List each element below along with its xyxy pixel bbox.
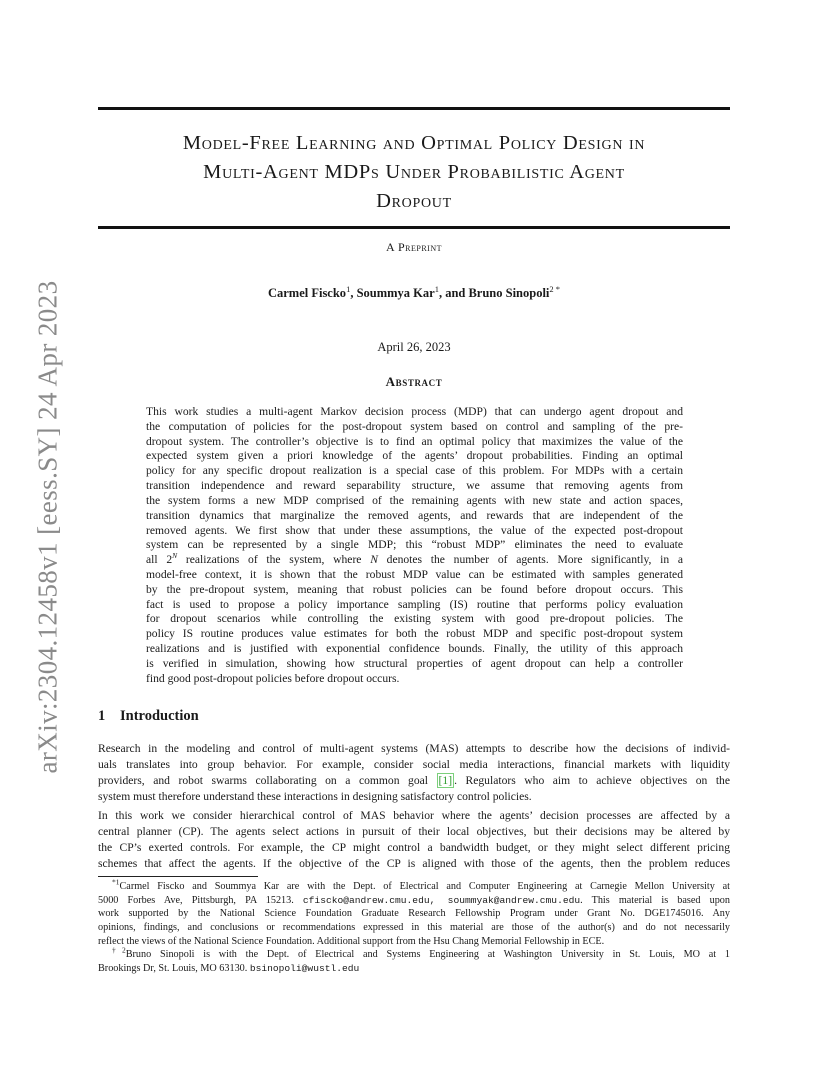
abstract-line: realizations and is justified with exponential confidence bounds. Finally, the utility of this approach [146, 642, 683, 655]
abstract-line: the system forms a new MDP comprised of the remaining agents with new state and action spaces, [146, 493, 683, 507]
footnote-line: reflect the views of the National Science Foundation. Additional support from the Hsu Chang Memorial Fellowship in ECE. [98, 935, 605, 947]
body-line: providers, and robot swarms collaborating on a common goal [1] . Regulators who aim to achieve objectives on the [98, 774, 730, 787]
abstract-heading: Abstract [385, 374, 443, 389]
body-line: schemes that affect the agents. If the objective of the CP is aligned with those of the agents, then the problem reduces [98, 857, 730, 870]
title-bottom-rule [98, 226, 730, 229]
author-emails: cfiscko@andrew.cmu.edu, soummyak@andrew.cmu.edu [302, 894, 581, 906]
body-line: system must therefore understand these interactions in designing satisfactory control policies. [98, 790, 532, 803]
abstract-line: model-free context, it is shown that the robust MDP value can be estimated with samples generated [146, 567, 683, 581]
footnote-line: $^{\dagger 2}$Bruno Sinopoli is with the Dept. of Electrical and Systems Engineering at Washington University in St. Louis, MO at 1 [112, 946, 730, 961]
abstract-line: removed agents. We first show that under these assumptions, the value of the expected post-dropout [146, 523, 683, 537]
author-affiliation-mark: 1 [346, 283, 351, 294]
title-line: Dropout [376, 190, 452, 212]
footnote-line: 5000 Forbes Ave, Pittsburgh, PA 15213. cfiscko@andrew.cmu.edu, soummyak@andrew.cmu.edu. This material is based upon [98, 894, 730, 906]
intro-paragraph-2 [98, 808, 730, 872]
intro-paragraph-1 [98, 741, 730, 805]
abstract-line: policy for any specific dropout realization is a special case of this problem. For MDPs with a certain [146, 464, 683, 478]
footnote-divider [98, 876, 258, 877]
abstract-line: is verified in simulation, showing how structural properties of agent dropout can help a controller [146, 656, 683, 670]
footnote-line: Brookings Dr, St. Louis, MO 63130. bsinopoli@wustl.edu [98, 963, 360, 975]
author-affiliation-mark: 2 * [549, 283, 561, 294]
section-title: Introduction [120, 708, 199, 724]
abstract-line: the computation of policies for the post-dropout system based on control and sampling of the pre- [146, 419, 683, 433]
section-number: 1 [98, 708, 106, 724]
footnote-line: opinions, findings, and conclusions or recommendations expressed in this material are those of the author(s) and do not necessarily [98, 922, 730, 934]
body-line: the CP’s exerted controls. For example, the CP might control a bandwidth budget, or they might select different pricing [98, 841, 730, 854]
abstract-line: for dropout scenarios while controlling the existing system with good pre-dropout policies. The [146, 612, 683, 626]
abstract-line: transition independence and reward separability structure, we assume that removing agents from [146, 479, 683, 493]
body-line: In this work we consider hierarchical control of MAS behavior where the agents’ decision processes are affected by a [98, 809, 730, 822]
abstract-line: transition dynamics that marginalize the removed agents, and rewards that are independent of the [146, 508, 683, 522]
paper-title [98, 129, 730, 216]
author-name: and Bruno Sinopoli [445, 286, 550, 300]
abstract-line: fact is used to propose a policy importance sampling (IS) routine that performs policy evaluation [146, 597, 683, 611]
abstract-line: find good post-dropout policies before dropout occurs. [146, 671, 400, 685]
body-line: uals translates into group behavior. For example, consider social media interactions, financial markets with liquidity [98, 758, 730, 771]
author-affiliation-mark: 1 [434, 283, 439, 294]
paper-date: April 26, 2023 [377, 340, 451, 354]
footnote-mark: *1 [112, 877, 120, 887]
citation-link[interactable]: [1] [438, 774, 453, 787]
author-name: Soummya Kar [356, 286, 435, 300]
footnotes [98, 877, 730, 976]
abstract-line: expected system given a priori knowledge of the agents’ dropout probabilities. Finding an optimal [146, 449, 683, 463]
body-line: Research in the modeling and control of multi-agent systems (MAS) attempts to describe how the decisions of individ- [98, 742, 730, 755]
footnote-mark: †2 [112, 946, 126, 956]
footnote-line: $^{*1}$Carmel Fiscko and Soummya Kar are with the Dept. of Electrical and Computer Engineering at Carnegie Mellon University at [112, 877, 730, 892]
arxiv-stamp-text: arXiv:2304.12458v1 [eess.SY] 24 Apr 2023 [32, 280, 63, 774]
author-list: Carmel Fiscko$^1$, Soummya Kar$^1$, and Bruno Sinopoli$^{2 *}$ [267, 283, 561, 300]
body-line: central planner (CP). The agents select actions in pursuit of their local objectives, but their decisions may be altered by [98, 825, 730, 838]
title-line: Multi-Agent MDPs Under Probabilistic Agent [203, 161, 625, 183]
author-email: bsinopoli@wustl.edu [249, 963, 360, 975]
abstract-line: dropout system. The controller’s objective is to find an optimal policy that maximizes the value of the [146, 434, 683, 448]
abstract-line: policy IS routine produces value estimates for both the robust MDP and specific post-dropout system [146, 627, 683, 641]
abstract-line: by the pre-dropout system, meaning that robust policies can be found before dropout occurs. This [146, 582, 683, 596]
abstract-line: This work studies a multi-agent Markov decision process (MDP) that can undergo agent dropout and [146, 405, 683, 418]
abstract-line: system can be represented by a single MDP; this “robust MDP” eliminates the need to evaluate [146, 538, 683, 552]
footnote-line: work supported by the National Science Foundation Graduate Research Fellowship Program under Grant No. DGE1745016. Any [98, 908, 730, 920]
title-top-rule [98, 107, 730, 110]
author-name: Carmel Fiscko [267, 286, 347, 300]
abstract-body [146, 405, 683, 686]
title-line: Model-Free Learning and Optimal Policy Design in [182, 132, 646, 154]
section-heading-introduction [98, 708, 199, 725]
abstract-line: all $2^N$ realizations of the system, where N denotes the number of agents. More significantly, in a [146, 551, 683, 567]
preprint-label: A Preprint [385, 240, 442, 254]
